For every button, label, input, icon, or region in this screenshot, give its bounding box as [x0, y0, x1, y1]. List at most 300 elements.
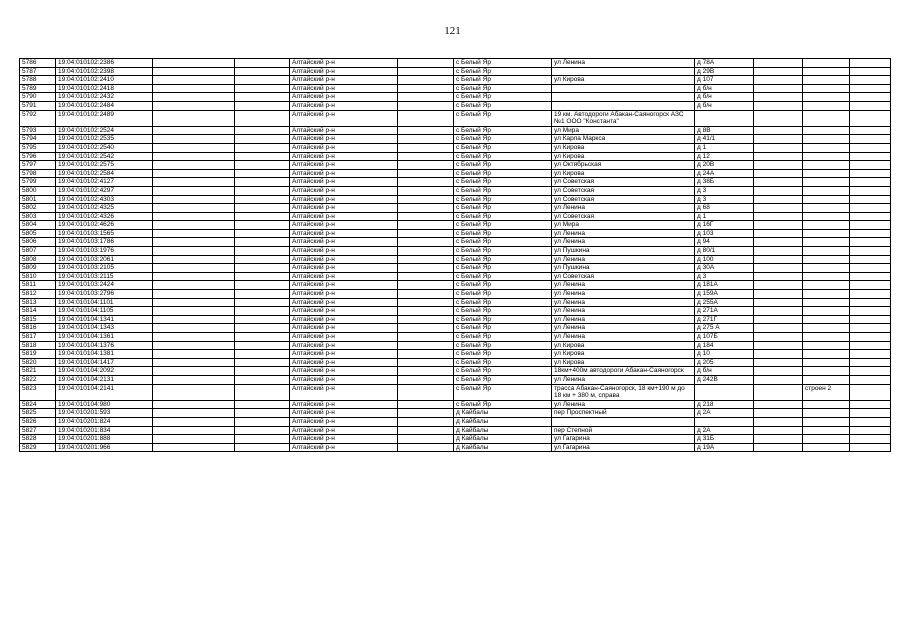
cell-empty — [235, 324, 290, 333]
cell-house: д 30А — [695, 264, 754, 273]
cell-house: д 184 — [695, 341, 754, 350]
cell-empty — [398, 272, 454, 281]
cell-empty — [754, 135, 803, 144]
cell-empty — [754, 186, 803, 195]
cell-empty — [850, 229, 891, 238]
table-row — [20, 135, 891, 144]
cell-settlement: д Кайбалы — [454, 426, 552, 435]
cell-settlement: с Белый Яр — [454, 375, 552, 384]
cell-empty — [398, 281, 454, 290]
cell-cadastral-number: 19:04:010103:2424 — [56, 281, 153, 290]
cell-empty — [398, 59, 454, 68]
cell-empty — [398, 367, 454, 376]
cell-settlement: с Белый Яр — [454, 315, 552, 324]
cell-house: д б/н — [695, 101, 754, 110]
cell-empty — [153, 221, 235, 230]
cell-empty — [754, 59, 803, 68]
cell-settlement: с Белый Яр — [454, 221, 552, 230]
cell-empty — [153, 143, 235, 152]
cell-building — [803, 333, 850, 342]
cell-street: ул Ленина — [552, 59, 695, 68]
cell-record-number: 5826 — [20, 417, 56, 426]
cell-empty — [754, 367, 803, 376]
table-row — [20, 221, 891, 230]
cell-empty — [398, 135, 454, 144]
cell-district: Алтайский р-н — [290, 110, 398, 126]
cell-empty — [235, 76, 290, 85]
cell-district: Алтайский р-н — [290, 341, 398, 350]
cell-street: ул Ленина — [552, 204, 695, 213]
cell-street — [552, 93, 695, 102]
cell-empty — [235, 409, 290, 418]
cell-empty — [153, 101, 235, 110]
table-row — [20, 272, 891, 281]
table-row — [20, 67, 891, 76]
cell-district: Алтайский р-н — [290, 417, 398, 426]
cell-record-number: 5821 — [20, 367, 56, 376]
cell-house: д 16Г — [695, 221, 754, 230]
cell-cadastral-number: 19:04:010102:2386 — [56, 59, 153, 68]
cell-record-number: 5786 — [20, 59, 56, 68]
cell-empty — [153, 212, 235, 221]
cell-building — [803, 143, 850, 152]
cell-empty — [153, 375, 235, 384]
cell-cadastral-number: 19:04:010104:2141 — [56, 384, 153, 400]
cell-building — [803, 409, 850, 418]
cell-street: ул Ленина — [552, 324, 695, 333]
cell-settlement: с Белый Яр — [454, 178, 552, 187]
cell-building — [803, 76, 850, 85]
cell-record-number: 5790 — [20, 93, 56, 102]
cell-district: Алтайский р-н — [290, 298, 398, 307]
cell-empty — [850, 341, 891, 350]
cell-empty — [398, 67, 454, 76]
cell-empty — [235, 315, 290, 324]
cell-empty — [754, 247, 803, 256]
cell-empty — [235, 247, 290, 256]
cell-building — [803, 375, 850, 384]
cell-empty — [850, 264, 891, 273]
cell-district: Алтайский р-н — [290, 255, 398, 264]
cell-empty — [850, 238, 891, 247]
cell-settlement: с Белый Яр — [454, 341, 552, 350]
cell-record-number: 5791 — [20, 101, 56, 110]
cell-settlement: с Белый Яр — [454, 161, 552, 170]
cell-empty — [153, 358, 235, 367]
table-row — [20, 384, 891, 400]
cell-house: д 3 — [695, 195, 754, 204]
cell-street: ул Ленина — [552, 290, 695, 299]
cell-empty — [850, 126, 891, 135]
cell-empty — [235, 221, 290, 230]
cell-record-number: 5829 — [20, 443, 56, 452]
cell-cadastral-number: 19:04:010102:2489 — [56, 110, 153, 126]
cell-building — [803, 204, 850, 213]
cell-settlement: с Белый Яр — [454, 290, 552, 299]
cell-district: Алтайский р-н — [290, 84, 398, 93]
cell-cadastral-number: 19:04:010103:1976 — [56, 247, 153, 256]
cell-empty — [850, 195, 891, 204]
cell-settlement: с Белый Яр — [454, 367, 552, 376]
cell-district: Алтайский р-н — [290, 384, 398, 400]
cell-empty — [754, 417, 803, 426]
cell-record-number: 5814 — [20, 307, 56, 316]
cell-empty — [235, 290, 290, 299]
cell-house: д 2А — [695, 409, 754, 418]
cell-settlement: с Белый Яр — [454, 152, 552, 161]
cell-district: Алтайский р-н — [290, 435, 398, 444]
cell-house: д 3 — [695, 272, 754, 281]
cell-district: Алтайский р-н — [290, 333, 398, 342]
cell-building — [803, 152, 850, 161]
cell-record-number: 5794 — [20, 135, 56, 144]
cell-empty — [850, 324, 891, 333]
table-row — [20, 101, 891, 110]
cell-empty — [235, 212, 290, 221]
cell-building — [803, 290, 850, 299]
cell-empty — [235, 435, 290, 444]
cell-record-number: 5804 — [20, 221, 56, 230]
cell-empty — [235, 67, 290, 76]
cell-settlement: с Белый Яр — [454, 143, 552, 152]
cell-building — [803, 435, 850, 444]
cell-district: Алтайский р-н — [290, 324, 398, 333]
cell-street: ул Кирова — [552, 350, 695, 359]
cell-settlement: с Белый Яр — [454, 247, 552, 256]
table-row — [20, 229, 891, 238]
cell-house: д 19А — [695, 443, 754, 452]
cell-street — [552, 67, 695, 76]
cell-empty — [235, 204, 290, 213]
cell-street: ул Ленина — [552, 333, 695, 342]
cell-building: строен 2 — [803, 384, 850, 400]
cell-house — [695, 110, 754, 126]
cell-street: ул Пушкина — [552, 264, 695, 273]
cell-empty — [153, 264, 235, 273]
cell-district: Алтайский р-н — [290, 126, 398, 135]
cell-building — [803, 195, 850, 204]
cell-building — [803, 238, 850, 247]
cell-empty — [850, 367, 891, 376]
cell-empty — [235, 178, 290, 187]
cell-empty — [153, 409, 235, 418]
cell-building — [803, 101, 850, 110]
cell-street: ул Кирова — [552, 76, 695, 85]
cell-empty — [153, 195, 235, 204]
cell-street: ул Советская — [552, 195, 695, 204]
cell-empty — [754, 101, 803, 110]
cell-house: д 271А — [695, 307, 754, 316]
cell-record-number: 5819 — [20, 350, 56, 359]
cell-district: Алтайский р-н — [290, 135, 398, 144]
cell-cadastral-number: 19:04:010104:1341 — [56, 315, 153, 324]
cell-street: ул Советская — [552, 186, 695, 195]
cell-district: Алтайский р-н — [290, 93, 398, 102]
cell-empty — [850, 400, 891, 409]
cell-building — [803, 59, 850, 68]
cell-empty — [398, 110, 454, 126]
cell-record-number: 5815 — [20, 315, 56, 324]
cell-building — [803, 307, 850, 316]
cell-empty — [398, 443, 454, 452]
cell-cadastral-number: 19:04:010104:2131 — [56, 375, 153, 384]
cell-house: д 242В — [695, 375, 754, 384]
table-row — [20, 400, 891, 409]
cell-settlement: с Белый Яр — [454, 281, 552, 290]
cell-building — [803, 84, 850, 93]
table-row — [20, 76, 891, 85]
cell-empty — [153, 384, 235, 400]
table-row — [20, 255, 891, 264]
cell-street: ул Кирова — [552, 152, 695, 161]
cell-empty — [398, 247, 454, 256]
cell-empty — [235, 358, 290, 367]
cell-settlement: с Белый Яр — [454, 264, 552, 273]
cell-street: ул Мира — [552, 126, 695, 135]
cell-settlement: с Белый Яр — [454, 272, 552, 281]
cell-building — [803, 281, 850, 290]
table-row — [20, 435, 891, 444]
cell-empty — [850, 315, 891, 324]
cell-cadastral-number: 19:04:010201:834 — [56, 426, 153, 435]
cell-house: д 31Б — [695, 435, 754, 444]
table-row — [20, 367, 891, 376]
cell-empty — [235, 238, 290, 247]
cell-empty — [153, 178, 235, 187]
cell-settlement: с Белый Яр — [454, 212, 552, 221]
cell-empty — [235, 161, 290, 170]
cell-empty — [235, 384, 290, 400]
cell-cadastral-number: 19:04:010102:2584 — [56, 169, 153, 178]
cell-empty — [398, 126, 454, 135]
cell-building — [803, 67, 850, 76]
cell-district: Алтайский р-н — [290, 212, 398, 221]
cell-empty — [754, 375, 803, 384]
cell-cadastral-number: 19:04:010103:2105 — [56, 264, 153, 273]
cell-record-number: 5828 — [20, 435, 56, 444]
cell-empty — [153, 315, 235, 324]
cell-empty — [235, 367, 290, 376]
cell-district: Алтайский р-н — [290, 238, 398, 247]
cell-empty — [235, 135, 290, 144]
cell-cadastral-number: 19:04:010102:2398 — [56, 67, 153, 76]
table-row — [20, 152, 891, 161]
cell-empty — [235, 143, 290, 152]
cell-empty — [850, 59, 891, 68]
table-row — [20, 307, 891, 316]
cell-empty — [235, 350, 290, 359]
cell-house: д б/н — [695, 367, 754, 376]
table-row — [20, 178, 891, 187]
cell-street: 18км+400м автодороги Абакан-Саяногорск — [552, 367, 695, 376]
cell-district: Алтайский р-н — [290, 264, 398, 273]
cell-empty — [850, 350, 891, 359]
table-row — [20, 358, 891, 367]
cell-street: ул Ленина — [552, 400, 695, 409]
cell-settlement: с Белый Яр — [454, 186, 552, 195]
cell-empty — [398, 307, 454, 316]
cell-street: ул Ленина — [552, 281, 695, 290]
cell-empty — [398, 435, 454, 444]
cell-house: д 24А — [695, 169, 754, 178]
cell-empty — [235, 400, 290, 409]
cell-district: Алтайский р-н — [290, 375, 398, 384]
cell-settlement: с Белый Яр — [454, 126, 552, 135]
cell-settlement: д Кайбалы — [454, 443, 552, 452]
cell-empty — [754, 264, 803, 273]
table-row — [20, 59, 891, 68]
cell-empty — [398, 409, 454, 418]
cell-record-number: 5824 — [20, 400, 56, 409]
cell-cadastral-number: 19:04:010102:2418 — [56, 84, 153, 93]
cell-settlement: с Белый Яр — [454, 358, 552, 367]
table-row — [20, 324, 891, 333]
cell-settlement: д Кайбалы — [454, 435, 552, 444]
cell-house: д 181А — [695, 281, 754, 290]
cell-house: д 107Б — [695, 333, 754, 342]
cell-district: Алтайский р-н — [290, 307, 398, 316]
cell-district: Алтайский р-н — [290, 195, 398, 204]
cell-empty — [754, 67, 803, 76]
table-row — [20, 93, 891, 102]
cell-empty — [850, 358, 891, 367]
cell-street — [552, 417, 695, 426]
cell-empty — [235, 426, 290, 435]
table-row — [20, 341, 891, 350]
cell-empty — [235, 298, 290, 307]
cell-empty — [398, 426, 454, 435]
table-row — [20, 290, 891, 299]
cell-building — [803, 126, 850, 135]
cell-record-number: 5792 — [20, 110, 56, 126]
cell-empty — [850, 93, 891, 102]
cell-empty — [398, 195, 454, 204]
cell-settlement: с Белый Яр — [454, 238, 552, 247]
cell-district: Алтайский р-н — [290, 204, 398, 213]
cell-record-number: 5823 — [20, 384, 56, 400]
cell-record-number: 5800 — [20, 186, 56, 195]
cell-building — [803, 443, 850, 452]
cell-cadastral-number: 19:04:010102:2432 — [56, 93, 153, 102]
cell-settlement: с Белый Яр — [454, 169, 552, 178]
cell-record-number: 5805 — [20, 229, 56, 238]
cell-empty — [754, 195, 803, 204]
cell-record-number: 5787 — [20, 67, 56, 76]
cell-empty — [153, 110, 235, 126]
table-row — [20, 281, 891, 290]
cell-building — [803, 229, 850, 238]
cell-record-number: 5796 — [20, 152, 56, 161]
cell-empty — [754, 443, 803, 452]
cell-record-number: 5818 — [20, 341, 56, 350]
cell-empty — [754, 169, 803, 178]
cell-empty — [398, 255, 454, 264]
cell-record-number: 5827 — [20, 426, 56, 435]
cell-empty — [754, 341, 803, 350]
cell-settlement: с Белый Яр — [454, 307, 552, 316]
cell-empty — [850, 204, 891, 213]
cell-settlement: д Кайбалы — [454, 417, 552, 426]
cell-empty — [754, 350, 803, 359]
cell-empty — [754, 409, 803, 418]
cell-cadastral-number: 19:04:010102:4303 — [56, 195, 153, 204]
cell-district: Алтайский р-н — [290, 272, 398, 281]
cell-record-number: 5788 — [20, 76, 56, 85]
cell-empty — [398, 298, 454, 307]
cell-building — [803, 255, 850, 264]
cell-cadastral-number: 19:04:010102:4326 — [56, 212, 153, 221]
cell-house: д 107 — [695, 76, 754, 85]
cell-house — [695, 417, 754, 426]
cell-cadastral-number: 19:04:010103:2115 — [56, 272, 153, 281]
cell-empty — [754, 84, 803, 93]
cell-empty — [754, 290, 803, 299]
cell-empty — [850, 307, 891, 316]
cell-empty — [398, 324, 454, 333]
cell-empty — [153, 255, 235, 264]
cell-street: ул Ленина — [552, 307, 695, 316]
cell-cadastral-number: 19:04:010104:1376 — [56, 341, 153, 350]
cell-empty — [398, 238, 454, 247]
cell-record-number: 5811 — [20, 281, 56, 290]
cell-settlement: с Белый Яр — [454, 101, 552, 110]
cell-district: Алтайский р-н — [290, 59, 398, 68]
cell-empty — [153, 186, 235, 195]
cell-house: д 78А — [695, 59, 754, 68]
cell-street: ул Ленина — [552, 375, 695, 384]
cell-building — [803, 178, 850, 187]
cell-street: ул Кирова — [552, 143, 695, 152]
cell-street: ул Мира — [552, 221, 695, 230]
cell-district: Алтайский р-н — [290, 229, 398, 238]
cell-street: ул Карла Маркса — [552, 135, 695, 144]
cell-cadastral-number: 19:04:010104:1101 — [56, 298, 153, 307]
cell-cadastral-number: 19:04:010104:1417 — [56, 358, 153, 367]
table-row — [20, 212, 891, 221]
cell-building — [803, 264, 850, 273]
cell-empty — [850, 135, 891, 144]
table-row — [20, 84, 891, 93]
cell-empty — [235, 281, 290, 290]
cell-record-number: 5810 — [20, 272, 56, 281]
cell-street: ул Кирова — [552, 169, 695, 178]
cell-building — [803, 135, 850, 144]
cell-empty — [153, 238, 235, 247]
cell-empty — [398, 143, 454, 152]
cell-empty — [754, 152, 803, 161]
cell-settlement: с Белый Яр — [454, 84, 552, 93]
cell-building — [803, 341, 850, 350]
table-row — [20, 126, 891, 135]
table-row — [20, 186, 891, 195]
cell-empty — [754, 204, 803, 213]
cell-building — [803, 417, 850, 426]
cell-empty — [850, 143, 891, 152]
cell-house: д 38Б — [695, 178, 754, 187]
cell-house: д 275 А — [695, 324, 754, 333]
cell-house: д 3 — [695, 186, 754, 195]
cell-record-number: 5799 — [20, 178, 56, 187]
cell-empty — [754, 384, 803, 400]
cell-building — [803, 324, 850, 333]
table-row — [20, 426, 891, 435]
cell-street: ул Ленина — [552, 238, 695, 247]
cell-empty — [398, 161, 454, 170]
cell-house: д 12 — [695, 152, 754, 161]
table-row — [20, 350, 891, 359]
cell-empty — [235, 443, 290, 452]
table-row — [20, 409, 891, 418]
